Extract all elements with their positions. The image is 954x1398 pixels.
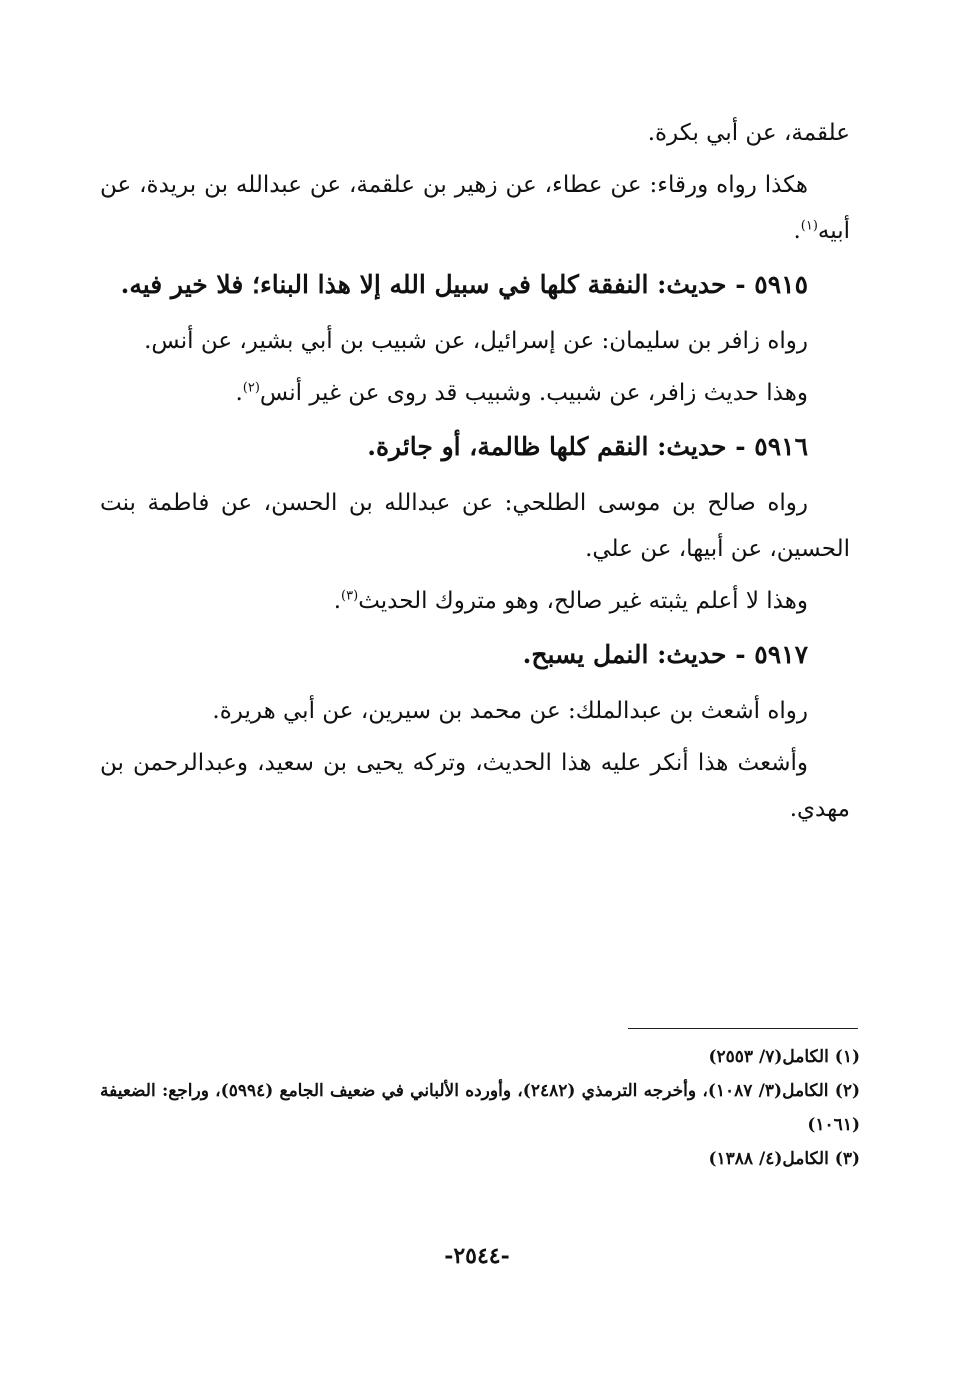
paragraph-text: هكذا رواه ورقاء: عن عطاء، عن زهير بن علقمة، عن عبدالله بن بريدة، عن أبيه	[100, 172, 850, 244]
paragraph-warqa	[100, 162, 850, 254]
hadith-heading-5916: ٥٩١٦ - حديث: النقم كلها ظالمة، أو جائرة.	[367, 432, 808, 461]
footnote-3: (٣) الكامل(٤/ ١٣٨٨)	[708, 1149, 860, 1169]
footnote-divider	[628, 1028, 858, 1029]
paragraph-matruk	[100, 578, 850, 624]
footnotes	[100, 1040, 860, 1176]
paragraph-text: وهذا لا أعلم يثبته غير صالح، وهو متروك الحديث	[358, 588, 808, 614]
paragraph-text: وهذا حديث زافر، عن شبيب. وشبيب قد روى عن غير أنس	[259, 380, 808, 406]
paragraph-end: .	[333, 588, 342, 614]
hadith-heading-5917: ٥٩١٧ - حديث: النمل يسبح.	[522, 640, 808, 669]
paragraph-end: .	[235, 380, 243, 406]
page-number: -٢٥٤٤-	[444, 1243, 510, 1269]
footnote-ref-1: (١)	[800, 218, 818, 234]
paragraph-salih: رواه صالح بن موسى الطلحي: عن عبدالله بن الحسن، عن فاطمة بنت الحسين، عن أبيها، عن علي.	[100, 490, 850, 562]
paragraph-continuation: علقمة، عن أبي بكرة.	[647, 120, 850, 146]
footnote-ref-2: (٢)	[242, 380, 260, 396]
paragraph-ashath-comment: وأشعث هذا أنكر عليه هذا الحديث، وتركه يحيى بن سعيد، وعبدالرحمن بن مهدي.	[100, 750, 850, 822]
paragraph-shabib	[100, 370, 850, 416]
paragraph-end: .	[793, 218, 801, 244]
page-body	[100, 110, 850, 838]
footnote-ref-3: (٣)	[341, 588, 359, 604]
footnote-2: (٢) الكامل(٣/ ١٠٨٧)، وأخرجه الترمذي (٢٤٨٢)، وأورده الألباني في ضعيف الجامع (٥٩٩٤)، وراجع: الضعيفة (١٠٦١)	[100, 1081, 861, 1135]
paragraph-zafir: رواه زافر بن سليمان: عن إسرائيل، عن شبيب بن أبي بشير، عن أنس.	[144, 328, 808, 354]
paragraph-ashath: رواه أشعث بن عبدالملك: عن محمد بن سيرين، عن أبي هريرة.	[212, 698, 808, 724]
hadith-heading-5915: ٥٩١٥ - حديث: النفقة كلها في سبيل الله إلا هذا البناء؛ فلا خير فيه.	[120, 270, 808, 299]
footnote-1: (١) الكامل(٧/ ٢٥٥٣)	[708, 1047, 860, 1067]
